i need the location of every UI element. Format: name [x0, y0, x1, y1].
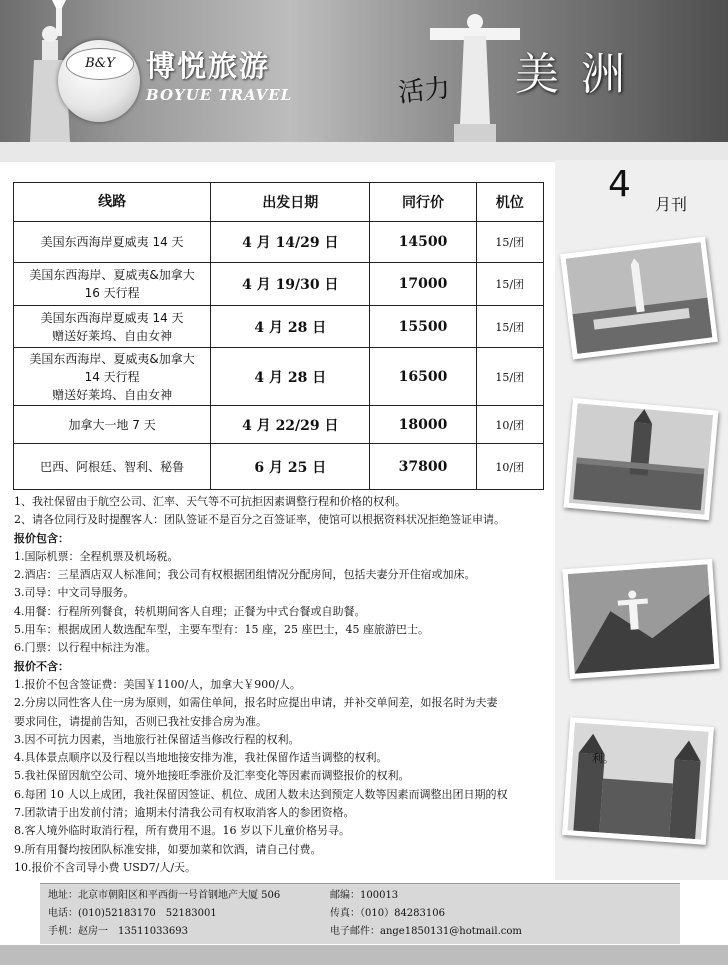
- includes-item: 5.用车：根据成团人数选配车型，主要车型有：15 座，25 座巴士，45 座旅游巴士。: [14, 623, 429, 637]
- seats-cell: 10/团: [476, 444, 543, 490]
- price-cell: 14500: [370, 222, 476, 263]
- note-1: 1、我社保留由于航空公司、汇率、天气等不可抗拒因素调整行程和价格的权利。: [14, 495, 406, 508]
- table-row: [14, 406, 544, 444]
- excludes-item: 10.报价不含司导小费 USD7/人/天。: [14, 860, 197, 874]
- excludes-item-continued: 要求同住，请提前告知，否则已我社安排合房为准。: [14, 714, 267, 728]
- parliament-building-icon: [569, 403, 713, 514]
- price-cell: 16500: [370, 348, 476, 406]
- footer-bar: [0, 945, 728, 965]
- photo-cathedral: [562, 717, 714, 845]
- route-table: [13, 182, 544, 490]
- excludes-item: 5.我社保留因航空公司、境外地接旺季涨价及汇率变化等因素而调整报价的权利。: [14, 769, 410, 783]
- seats-cell: 15/团: [476, 222, 543, 263]
- route-line: 美国东西海岸夏威夷 14 天: [40, 235, 184, 249]
- issue-month-label: 月刊: [655, 195, 688, 214]
- route-line: 加拿大一地 7 天: [68, 417, 156, 432]
- seats-cell: 10/团: [476, 406, 543, 444]
- excludes-heading: 报价不含：: [14, 659, 69, 673]
- slogan-americas: 美洲: [515, 49, 647, 100]
- excludes-item: 9.所有用餐均按团队标准安排，如要加菜和饮酒，请自己付费。: [14, 842, 322, 856]
- table-row: [14, 306, 544, 348]
- excludes-item: 8.客人境外临时取消行程，所有费用不退。16 岁以下儿童价格另寻。: [14, 824, 350, 838]
- photo-rio: [562, 559, 719, 679]
- route-line: 16 天行程: [84, 286, 140, 300]
- date-cell: 4 月 14/29 日: [211, 222, 370, 263]
- brand-name-cn: 博悦旅游: [146, 49, 271, 83]
- excludes-item: 3.因不可抗力因素，当地旅行社保留适当修改行程的权利。: [14, 732, 300, 746]
- column-header-price: 同行价: [370, 183, 476, 222]
- price-cell: 17000: [370, 263, 476, 306]
- includes-item: 3.司导：中文司导服务。: [14, 586, 135, 600]
- price-cell: 18000: [370, 406, 476, 444]
- route-line: 美国东西海岸、夏威夷&加拿大: [29, 351, 195, 366]
- includes-item: 4.用餐：行程所列餐食，转机期间客人自理；正餐为中式台餐或自助餐。: [14, 604, 366, 618]
- date-cell: 4 月 19/30 日: [211, 263, 370, 306]
- table-header-row: [14, 183, 544, 222]
- date-cell: 6 月 25 日: [211, 444, 370, 490]
- cathedral-icon: [567, 722, 708, 839]
- table-row: [14, 444, 544, 490]
- header-banner: [0, 0, 728, 142]
- price-cell: 15500: [370, 306, 476, 348]
- contact-footer: [40, 883, 680, 944]
- issue-month-number: 4: [608, 164, 631, 205]
- route-cell: [14, 444, 211, 490]
- slogan-vitality: 活力: [396, 73, 452, 109]
- seats-cell: 15/团: [476, 306, 543, 348]
- excludes-item: 1.报价不包含签证费：美国￥1100/人，加拿大￥900/人。: [14, 677, 301, 691]
- footer-address: 地址：北京市朝阳区和平西街一号首钢地产大厦 506: [48, 890, 281, 901]
- route-cell: [14, 406, 211, 444]
- date-cell: 4 月 28 日: [211, 306, 370, 348]
- footer-postcode: 邮编：100013: [330, 890, 399, 901]
- excludes-item: 4.具体景点顺序以及行程以当地地接安排为准，我社保留作适当调整的权利。: [14, 751, 388, 765]
- route-cell: [14, 222, 211, 263]
- route-line: 赠送好莱坞、自由女神: [52, 387, 173, 402]
- footer-fax: 传真：（010）84283106: [330, 908, 445, 919]
- includes-item: 6.门票：以行程中标注为准。: [14, 641, 157, 655]
- date-cell: 4 月 28 日: [211, 348, 370, 406]
- table-row: [14, 263, 544, 306]
- excludes-item: 6.每团 10 人以上成团，我社保留因签证、机位、成团人数未达到预定人数等因素而调整出团日期的权: [14, 787, 508, 801]
- note-2: 2、请各位同行及时提醒客人：团队签证不是百分之百签证率，使馆可以根据资料状况拒绝签证申请。: [14, 513, 505, 527]
- excludes-item: 2.分房以同性客人住一房为原则，如需住单间，报名时应提出申请，并补交单间差，如报名时为夫妻: [14, 696, 498, 710]
- route-line: 巴西、阿根廷、智利、秘鲁: [40, 459, 185, 474]
- price-cell: 37800: [370, 444, 476, 490]
- date-cell: 4 月 22/29 日: [211, 406, 370, 444]
- route-line: 赠送好莱坞、自由女神: [52, 328, 173, 343]
- route-cell: [14, 306, 211, 348]
- includes-item: 1.国际机票：全程机票及机场税。: [14, 549, 179, 563]
- footer-mobile: 手机：赵房一 13511033693: [48, 926, 188, 937]
- terms-section: [14, 493, 574, 877]
- excludes-item: 7.团款请于出发前付清；逾期未付清我公司有权取消客人的参团资格。: [14, 806, 355, 820]
- table-row: [14, 222, 544, 263]
- includes-heading: 报价包含：: [14, 531, 69, 545]
- includes-item: 2.酒店：三星酒店双人标准间；我公司有权根据团组情况分配房间，包括夫妻分开住宿或加床。: [14, 568, 476, 582]
- route-line: 美国东西海岸夏威夷 14 天: [40, 310, 184, 325]
- seats-cell: 15/团: [476, 263, 543, 306]
- route-cell: [14, 348, 211, 406]
- route-line: 美国东西海岸、夏威夷&加拿大: [29, 268, 195, 282]
- column-header-seats: 机位: [476, 183, 543, 222]
- column-header-date: 出发日期: [211, 183, 370, 222]
- rio-statue-icon: [568, 564, 715, 674]
- photo-ottawa: [563, 398, 718, 520]
- footer-email[interactable]: 电子邮件：ange1850131@hotmail.com: [330, 926, 522, 937]
- photo-washington: [560, 236, 718, 359]
- column-header-route: 线路: [14, 183, 211, 222]
- brand-name-en: BOYUE TRAVEL: [146, 86, 293, 104]
- excludes-item-6-tail: 利。: [592, 752, 614, 765]
- footer-phone: 电话：(010)52183170 52183001: [48, 908, 217, 919]
- route-cell: [14, 263, 211, 306]
- washington-monument-icon: [566, 242, 713, 354]
- header-divider: [0, 142, 728, 162]
- logo-badge: B&Y: [66, 48, 134, 80]
- route-line: 14 天行程: [84, 369, 140, 384]
- table-row: [14, 348, 544, 406]
- seats-cell: 15/团: [476, 348, 543, 406]
